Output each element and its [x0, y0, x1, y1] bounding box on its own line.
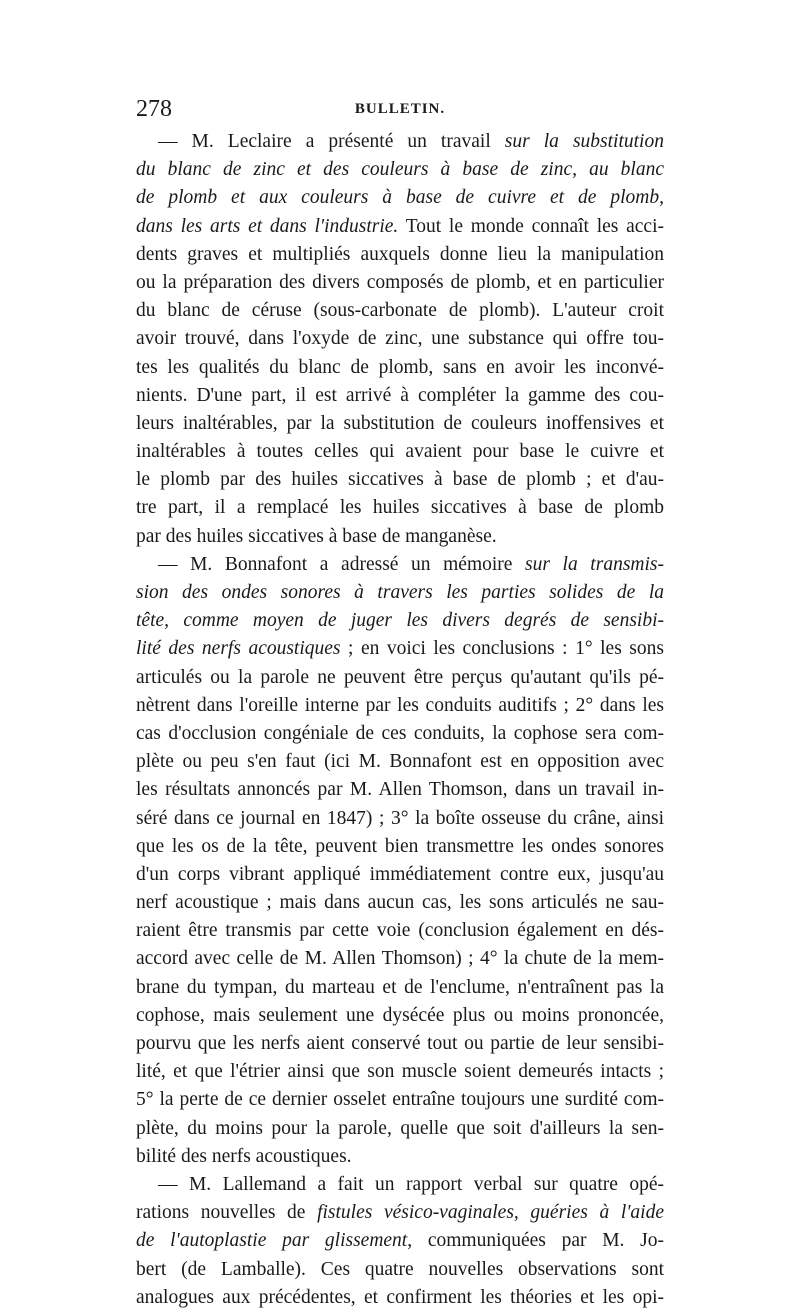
- text-run: tre part, il a remplacé les huiles siccatives à base de plomb: [136, 497, 664, 519]
- text-line: [136, 805, 664, 833]
- text-line: [136, 269, 664, 297]
- text-run: par des huiles siccatives à base de manganèse.: [136, 525, 497, 547]
- text-line: [136, 156, 664, 184]
- italic-text: de plomb et aux couleurs à base de cuivre et de plomb,: [136, 187, 664, 209]
- text-line: [136, 184, 664, 212]
- italic-text: sur la substitution: [504, 131, 664, 152]
- text-run: nients. D'une part, il est arrivé à compléter la gamme des cou-: [136, 384, 664, 406]
- italic-text: du blanc de zinc et des couleurs à base de zinc, au blanc: [136, 159, 664, 181]
- text-line: [136, 1256, 664, 1284]
- text-run: raient être transmis par cette voie (conclusion également en dés-: [136, 920, 664, 942]
- italic-text: sur la transmis-: [525, 553, 664, 575]
- text-line: [136, 692, 664, 720]
- body-text: [136, 128, 664, 1312]
- text-run: brane du tympan, du marteau et de l'enclume, n'entraînent pas la: [136, 976, 664, 998]
- text-run: — M. Lallemand a fait un rapport verbal sur quatre opé-: [158, 1173, 664, 1195]
- text-line: [136, 1115, 664, 1143]
- text-line: [136, 438, 664, 466]
- running-title: BULLETIN.: [354, 101, 446, 117]
- text-line: [136, 607, 664, 635]
- italic-text: fistules vésico-vaginales, guéries à l'aide: [317, 1202, 664, 1224]
- text-line: [136, 128, 664, 156]
- text-run: nerf acoustique ; mais dans aucun cas, les sons articulés ne sau-: [136, 892, 664, 914]
- text-line: [136, 1002, 664, 1030]
- text-line: [136, 720, 664, 748]
- page-number: 278: [136, 96, 172, 122]
- text-line: [136, 917, 664, 945]
- text-line: [136, 1058, 664, 1086]
- italic-text: de l'autoplastie par glissement: [136, 1230, 408, 1252]
- text-run: que les os de la tête, peuvent bien transmettre les ondes sonores: [136, 835, 664, 857]
- text-run: — M. Bonnafont a adressé un mémoire: [158, 553, 526, 575]
- italic-text: sion des ondes sonores à travers les parties solides de la: [136, 582, 664, 603]
- text-run: ou la préparation des divers composés de plomb, et en particulier: [136, 271, 664, 293]
- text-run: plète, du moins pour la parole, quelle que soit d'ailleurs la sen-: [136, 1117, 664, 1139]
- text-run: — M. Leclaire a présenté un travail: [158, 131, 505, 152]
- text-run: plète ou peu s'en faut (ici M. Bonnafont est en opposition avec: [136, 751, 664, 773]
- text-line: [136, 945, 664, 973]
- text-run: rations nouvelles de: [136, 1202, 318, 1224]
- text-run: nètrent dans l'oreille interne par les conduits auditifs ; 2° dans les: [136, 694, 664, 716]
- text-run: bilité des nerfs acoustiques.: [136, 1145, 352, 1167]
- text-line: [136, 1171, 664, 1199]
- text-run: pourvu que les nerfs aient conservé tout ou partie de leur sensibi-: [136, 1033, 664, 1054]
- text-run: dents graves et multipliés auxquels donne lieu la manipulation: [136, 243, 664, 265]
- text-run: analogues aux précédentes, et confirment les théories et les opi-: [136, 1286, 664, 1308]
- text-run: accord avec celle de M. Allen Thomson) ; 4° la chute de la mem-: [136, 948, 664, 970]
- text-run: d'un corps vibrant appliqué immédiatement contre eux, jusqu'au: [136, 863, 664, 885]
- text-line: [136, 1227, 664, 1255]
- text-line: [136, 1284, 664, 1312]
- text-run: bert (de Lamballe). Ces quatre nouvelles observations sont: [136, 1258, 664, 1280]
- text-run: les résultats annoncés par M. Allen Thomson, dans un travail in-: [136, 779, 664, 801]
- italic-text: dans les arts et dans l'industrie.: [136, 215, 399, 237]
- text-run: inaltérables à toutes celles qui avaient pour base le cuivre et: [136, 441, 664, 463]
- text-line: [136, 833, 664, 861]
- text-run: 5° la perte de ce dernier osselet entraîne toujours une surdité com-: [136, 1089, 664, 1111]
- text-line: [136, 974, 664, 1002]
- italic-text: tête, comme moyen de juger les divers degrés de sensibi-: [136, 610, 664, 632]
- text-line: [136, 861, 664, 889]
- text-line: [136, 579, 664, 607]
- text-run: lité, et que l'étrier ainsi que son muscle soient demeurés intacts ;: [136, 1061, 664, 1083]
- text-run: leurs inaltérables, par la substitution de couleurs inoffensives et: [136, 412, 664, 434]
- text-line: [136, 382, 664, 410]
- text-run: séré dans ce journal en 1847) ; 3° la boîte osseuse du crâne, ainsi: [136, 807, 664, 829]
- text-run: du blanc de céruse (sous-carbonate de plomb). L'auteur croit: [136, 300, 664, 322]
- text-line: [136, 213, 664, 241]
- text-line: [136, 1199, 664, 1227]
- text-run: articulés ou la parole ne peuvent être perçus qu'autant qu'ils pé-: [136, 666, 664, 688]
- text-line: [136, 664, 664, 692]
- text-line: [136, 776, 664, 804]
- text-run: cophose, mais seulement une dysécée plus ou moins prononcée,: [136, 1004, 664, 1026]
- text-line: [136, 241, 664, 269]
- text-line: [136, 297, 664, 325]
- text-line: [136, 1143, 664, 1171]
- text-line: [136, 325, 664, 353]
- text-line: [136, 410, 664, 438]
- text-line: [136, 523, 664, 551]
- text-run: ; en voici les conclusions : 1° les sons: [340, 638, 664, 660]
- text-line: [136, 466, 664, 494]
- text-run: Tout le monde connaît les acci-: [398, 215, 664, 237]
- text-run: tes les qualités du blanc de plomb, sans en avoir les inconvé-: [136, 356, 664, 378]
- text-line: [136, 551, 664, 579]
- text-run: cas d'occlusion congéniale de ces conduits, la cophose sera com-: [136, 722, 664, 744]
- text-line: [136, 494, 664, 522]
- page-header: [136, 96, 664, 122]
- text-run: avoir trouvé, dans l'oxyde de zinc, une substance qui offre tou-: [136, 328, 664, 350]
- text-line: [136, 354, 664, 382]
- text-line: [136, 748, 664, 776]
- text-line: [136, 1030, 664, 1058]
- text-line: [136, 1086, 664, 1114]
- text-run: le plomb par des huiles siccatives à base de plomb ; et d'au-: [136, 469, 664, 491]
- text-line: [136, 889, 664, 917]
- italic-text: lité des nerfs acoustiques: [136, 638, 341, 660]
- text-line: [136, 635, 664, 663]
- text-run: , communiquées par M. Jo-: [407, 1230, 664, 1252]
